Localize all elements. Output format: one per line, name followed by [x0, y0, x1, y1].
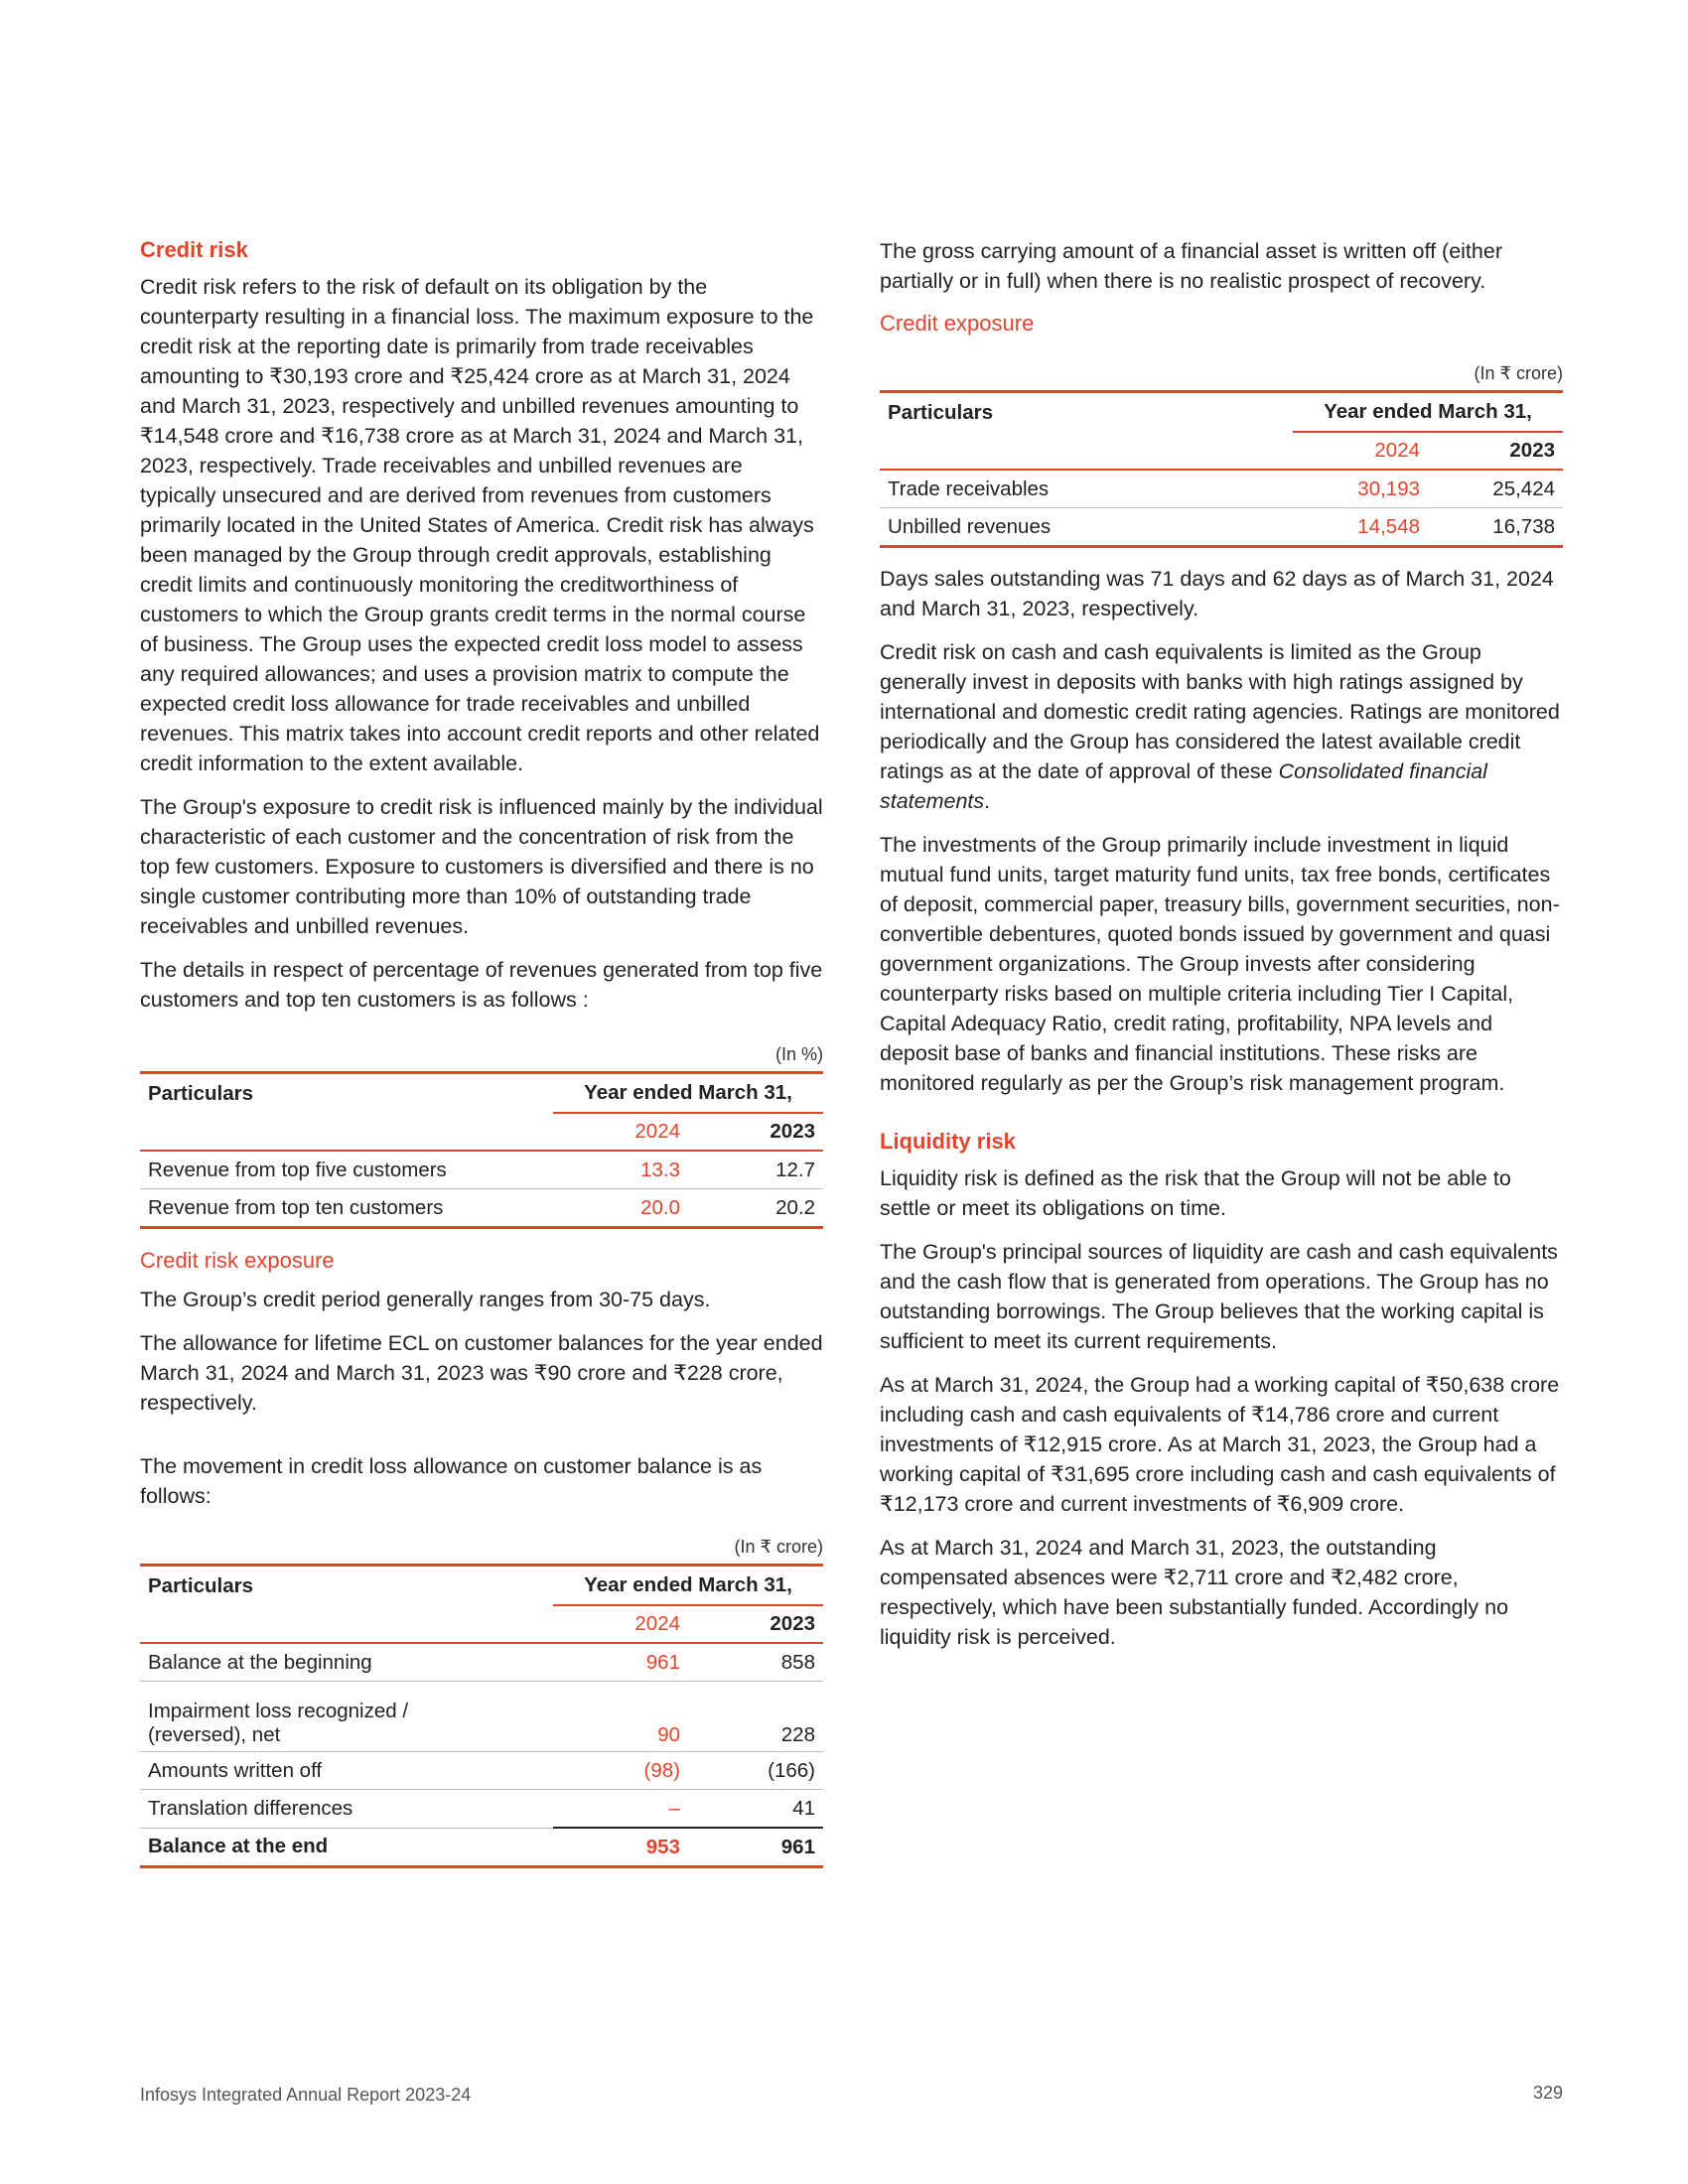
- table2-year-2024: 2024: [553, 1605, 688, 1643]
- row-label: Translation differences: [148, 1796, 353, 1820]
- left-column: [140, 236, 823, 1868]
- table-row: [880, 508, 1563, 547]
- table-row: [140, 1151, 823, 1189]
- right-column: [880, 236, 1563, 1666]
- liquidity-paragraph-2: The Group's principal sources of liquidity are cash and cash equivalents and the cash flow that is generated from operations. The Group has no outstanding borrowings. The Group believes that the working capital is sufficient to meet its current requirements.: [880, 1240, 1558, 1353]
- credit-exposure-table: [880, 390, 1563, 548]
- row-value-2024: 90: [657, 1723, 680, 1746]
- row-value-2024: 30,193: [1357, 477, 1420, 500]
- footer-page-number: 329: [1532, 2083, 1563, 2103]
- table-row: [140, 1752, 823, 1790]
- table2-col-particulars: Particulars: [148, 1573, 253, 1597]
- table-row: [140, 1790, 823, 1829]
- credit-risk-paragraph-2: The Group's exposure to credit risk is influenced mainly by the individual characteristic of each customer and the concentration of risk from the top few customers. Exposure to customers is diversified and there is no single customer contributing more than 10% of outstanding trade receivables and unbilled revenues.: [140, 795, 823, 938]
- movement-paragraph: The movement in credit loss allowance on customer balance is as follows:: [140, 1454, 763, 1508]
- row-value-2023: 228: [780, 1723, 815, 1746]
- table2-year-2023: 2023: [688, 1605, 823, 1643]
- row-label: Unbilled revenues: [888, 514, 1052, 538]
- total-value-2023: 961: [688, 1828, 823, 1867]
- credit-risk-exposure-heading: Credit risk exposure: [140, 1248, 335, 1273]
- investments-paragraph: The investments of the Group primarily include investment in liquid mutual fund units, target maturity fund units, tax free bonds, certificates of deposit, commercial paper, treasury bills, government securities, non-convertible debentures, quoted bonds issued by government and quasi government organizations. The Group invests after considering counterparty risks based on multiple criteria including Tier I Capital, Capital Adequacy Ratio, credit rating, profitability, NPA levels and deposit base of banks and financial institutions. These risks are monitored regularly as per the Group’s risk management program.: [880, 833, 1560, 1095]
- table3-col-year: Year ended March 31,: [1324, 400, 1532, 423]
- row-value-2023: 25,424: [1492, 477, 1555, 500]
- table-row: [880, 470, 1563, 508]
- table3-unit: (In ₹ crore): [1474, 363, 1563, 383]
- row-label: Revenue from top ten customers: [148, 1195, 444, 1219]
- table1-col-year: Year ended March 31,: [584, 1081, 792, 1104]
- table3-year-2023: 2023: [1428, 432, 1563, 470]
- cash-text-after: .: [984, 789, 991, 813]
- liquidity-risk-heading: Liquidity risk: [880, 1129, 1016, 1154]
- liquidity-paragraph-1: Liquidity risk is defined as the risk that the Group will not be able to settle or meet its obligations on time.: [880, 1166, 1511, 1220]
- credit-risk-paragraph-3: The details in respect of percentage of revenues generated from top five customers and top ten customers is as follows :: [140, 958, 823, 1012]
- top-customers-table: [140, 1071, 823, 1229]
- cash-credit-risk-paragraph: [880, 637, 1563, 816]
- liquidity-paragraph-3: As at March 31, 2024, the Group had a working capital of ₹50,638 crore including cash and cash equivalents of ₹14,786 crore and current investments of ₹12,915 crore. As at March 31, 2023, the Group had a working capital of ₹31,695 crore including cash and cash equivalents of ₹12,173 crore and current investments of ₹6,909 crore.: [880, 1373, 1560, 1516]
- row-value-2024: 20.0: [640, 1195, 680, 1219]
- row-value-2024: –: [668, 1796, 680, 1820]
- liquidity-paragraph-4: As at March 31, 2024 and March 31, 2023, the outstanding compensated absences were ₹2,711 crore and ₹2,482 crore, respectively, which have been substantially funded. Accordingly no liquidity risk is perceived.: [880, 1536, 1509, 1649]
- row-label: Impairment loss recognized / (reversed), net: [148, 1700, 409, 1746]
- row-value-2023: 858: [780, 1650, 815, 1674]
- total-value-2024: 953: [553, 1828, 688, 1867]
- row-value-2024: 14,548: [1357, 514, 1420, 538]
- total-label: Balance at the end: [148, 1835, 329, 1858]
- table1-unit: (In %): [774, 1044, 823, 1064]
- table3-col-particulars: Particulars: [888, 400, 993, 424]
- row-value-2023: (166): [768, 1758, 815, 1782]
- row-value-2023: 16,738: [1492, 514, 1555, 538]
- writeoff-paragraph: The gross carrying amount of a financial asset is written off (either partially or in full) when there is no realistic prospect of recovery.: [880, 239, 1502, 293]
- credit-loss-allowance-table: [140, 1564, 823, 1868]
- row-value-2023: 20.2: [775, 1195, 815, 1219]
- row-label: Revenue from top five customers: [148, 1158, 447, 1181]
- table-row: [140, 1189, 823, 1228]
- table2-col-year: Year ended March 31,: [584, 1573, 792, 1596]
- table2-unit: (In ₹ crore): [734, 1537, 823, 1557]
- dso-paragraph: Days sales outstanding was 71 days and 62 days as of March 31, 2024 and March 31, 2023, respectively.: [880, 567, 1554, 620]
- row-value-2023: 12.7: [775, 1158, 815, 1181]
- row-label: Trade receivables: [888, 477, 1050, 500]
- credit-risk-paragraph-1: Credit risk refers to the risk of default on its obligation by the counterparty resulting in a financial loss. The maximum exposure to the credit risk at the reporting date is primarily from trade receivables amounting to ₹30,193 crore and ₹25,424 crore as at March 31, 2024 and March 31, 2023, respectively and unbilled revenues amounting to ₹14,548 crore and ₹16,738 crore as at March 31, 2024 and March 31, 2023, respectively. Trade receivables and unbilled revenues are typically unsecured and are derived from revenues from customers primarily located in the United States of America. Credit risk has always been managed by the Group through credit approvals, establishing credit limits and continuously monitoring the creditworthiness of customers to which the Group grants credit terms in the normal course of business. The Group uses the expected credit loss model to assess any required allowances; and uses a provision matrix to compute the expected credit loss allowance for trade receivables and unbilled revenues. This matrix takes into account credit reports and other related credit information to the extent available.: [140, 275, 820, 775]
- cash-text-before: Credit risk on cash and cash equivalents is limited as the Group generally invest in deposits with banks with high ratings assigned by international and domestic credit rating agencies. Ratings are monitored periodically and the Group has considered the latest available credit ratings as at the date of approval of these: [880, 640, 1560, 783]
- row-value-2024: (98): [643, 1758, 680, 1782]
- table1-year-2024: 2024: [553, 1113, 688, 1151]
- footer-report-name: Infosys Integrated Annual Report 2023-24: [140, 2085, 472, 2105]
- row-value-2024: 961: [645, 1650, 680, 1674]
- row-label: Balance at the beginning: [148, 1650, 372, 1674]
- table-row: [140, 1682, 823, 1752]
- credit-exposure-heading: Credit exposure: [880, 311, 1035, 336]
- table-total-row: [140, 1828, 823, 1867]
- credit-risk-heading: Credit risk: [140, 237, 248, 262]
- cash-text-italic: Consolidated financial statements: [880, 759, 1487, 813]
- table3-year-2024: 2024: [1293, 432, 1428, 470]
- table1-year-2023: 2023: [688, 1113, 823, 1151]
- row-value-2024: 13.3: [640, 1158, 680, 1181]
- ecl-allowance-paragraph: The allowance for lifetime ECL on customer balances for the year ended March 31, 2024 and March 31, 2023 was ₹90 crore and ₹228 crore, respectively.: [140, 1331, 823, 1415]
- row-label: Amounts written off: [148, 1758, 323, 1782]
- row-value-2023: 41: [792, 1796, 815, 1820]
- table1-col-particulars: Particulars: [148, 1081, 253, 1105]
- credit-period-paragraph: The Group’s credit period generally ranges from 30-75 days.: [140, 1288, 711, 1311]
- table-row: [140, 1643, 823, 1682]
